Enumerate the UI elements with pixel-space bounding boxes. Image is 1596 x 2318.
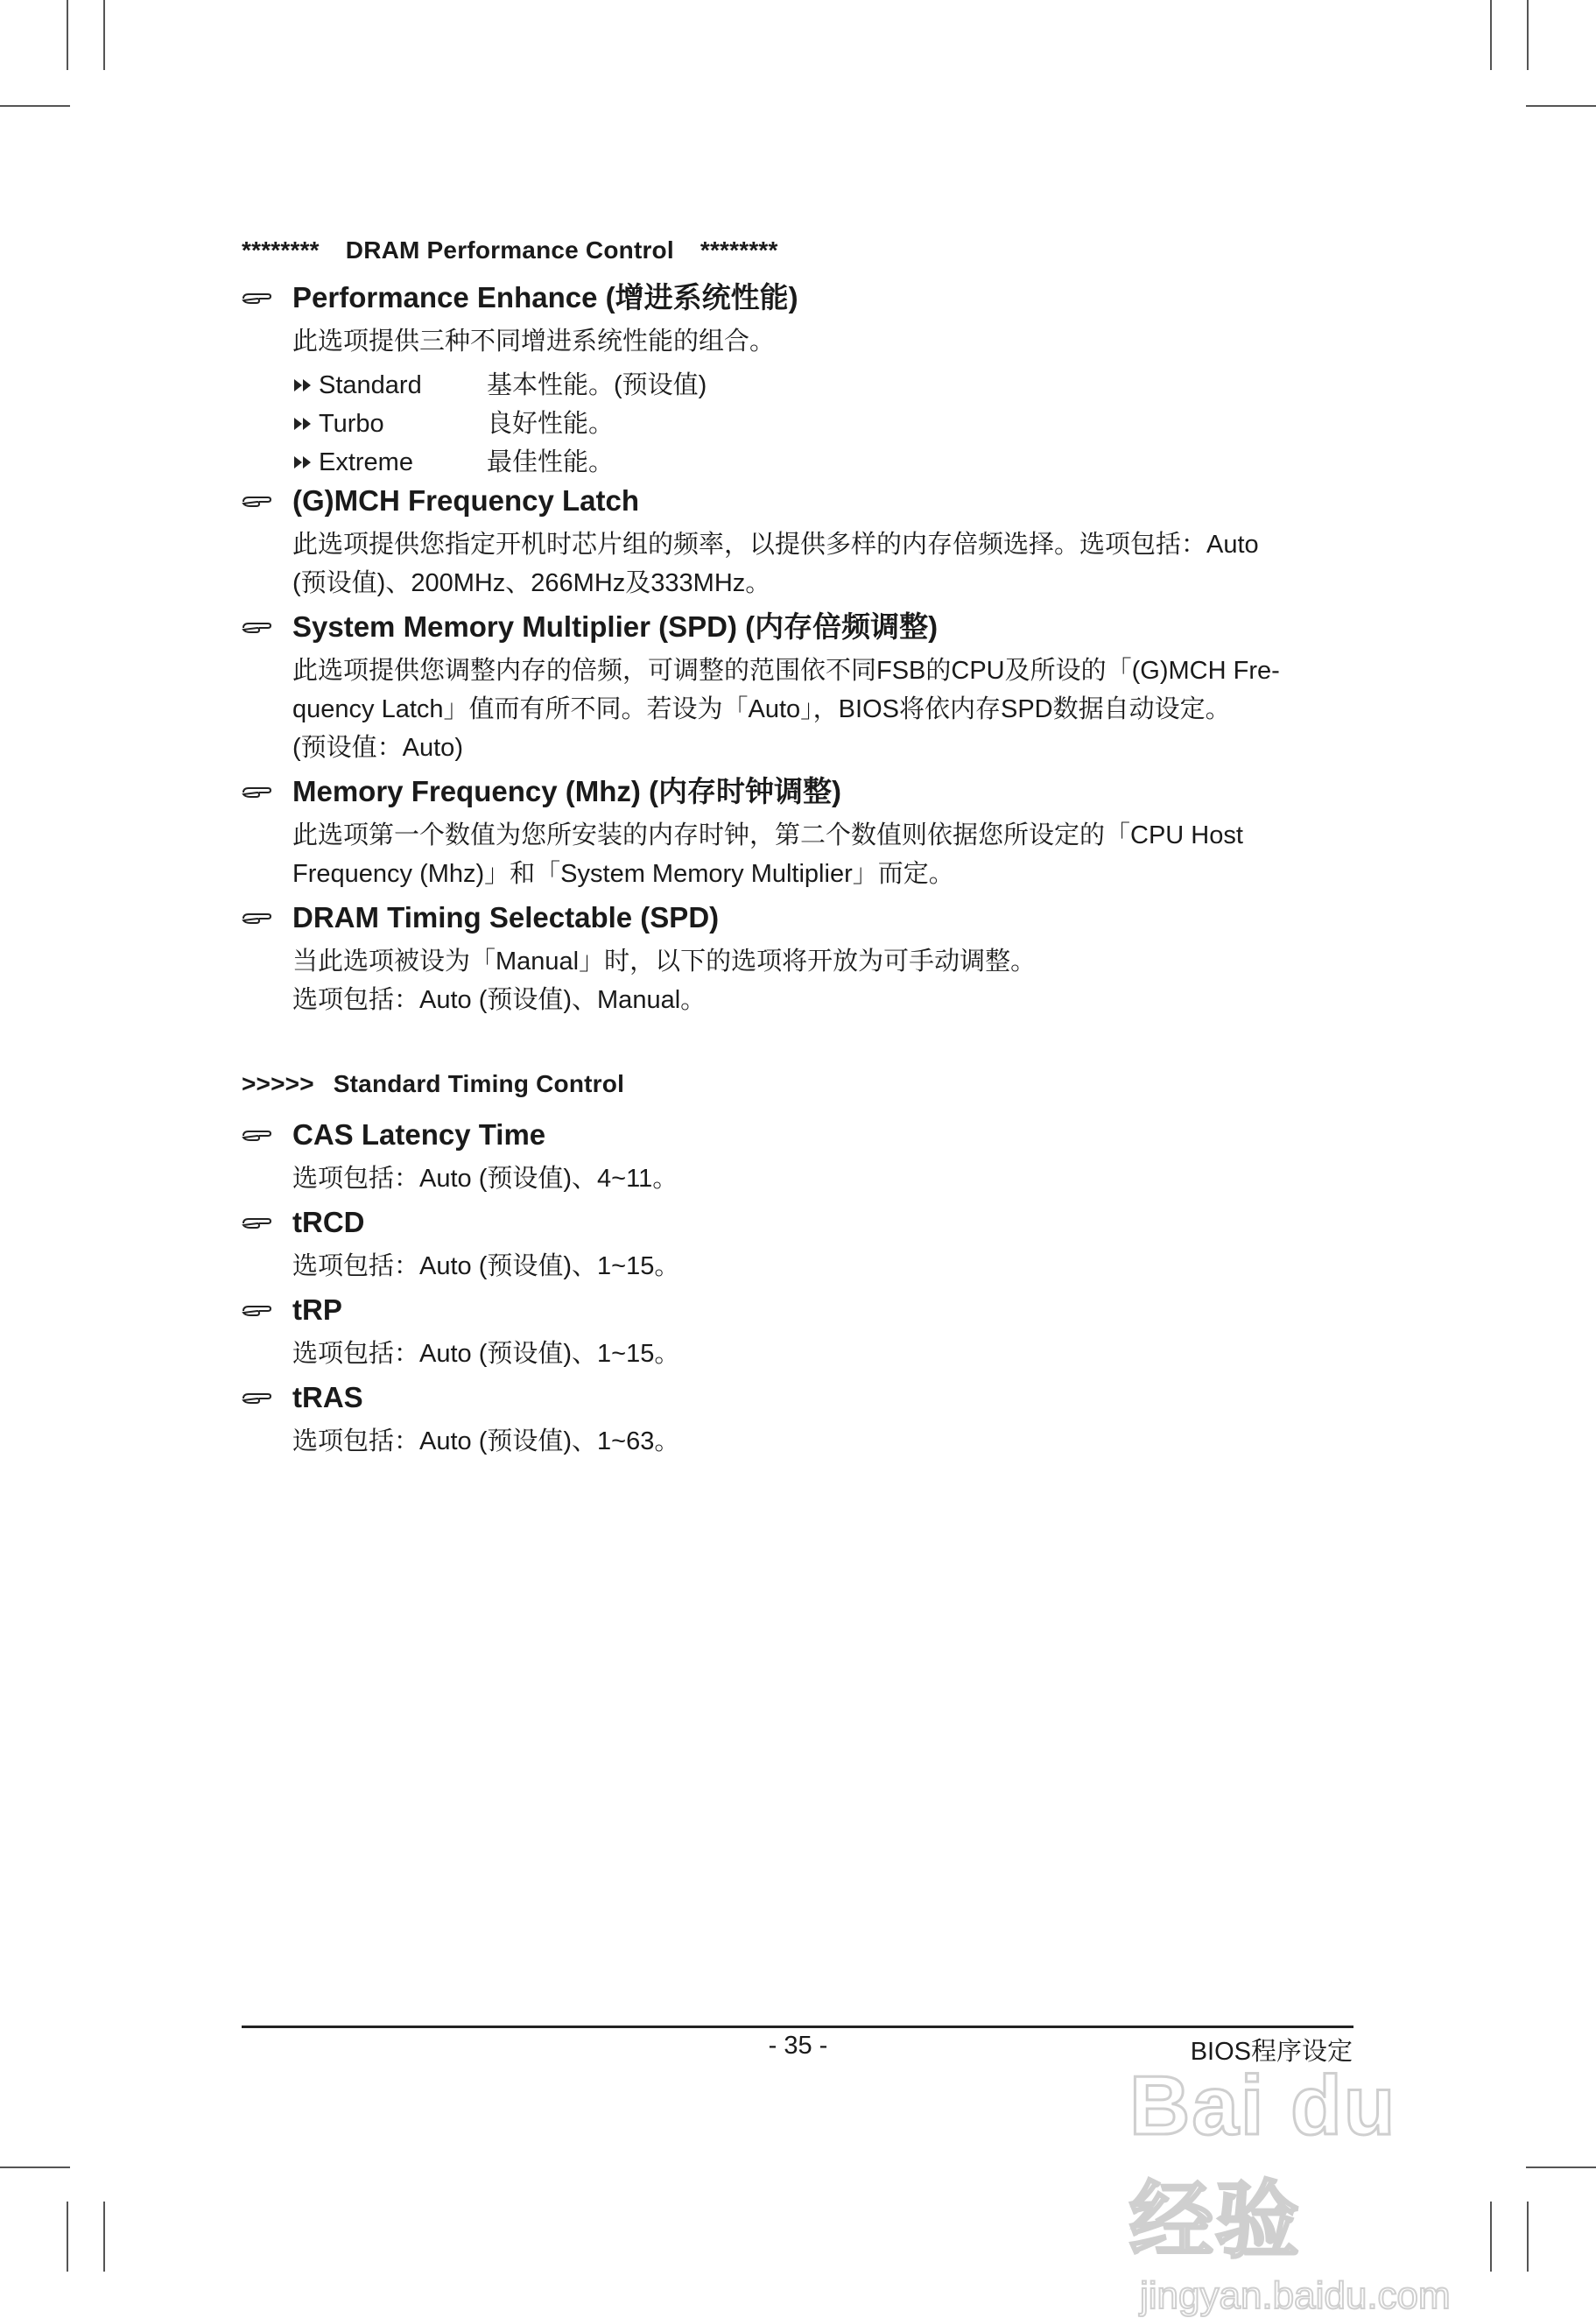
- pointing-hand-icon: [242, 778, 273, 804]
- desc-line: Frequency (Mhz)」和「System Memory Multiplier」而定。: [292, 860, 954, 888]
- item-dram-timing-selectable: [242, 898, 1353, 937]
- option-name: Extreme: [319, 448, 413, 476]
- item-cas-latency-time: [242, 1116, 1353, 1154]
- desc-line: (预设值)、200MHz、266MHz及333MHz。: [292, 569, 771, 597]
- desc-line: quency Latch」值而有所不同。若设为「Auto」，BIOS将依内存SPD数据自动设定。: [292, 695, 1231, 723]
- crop-mark: [0, 2167, 70, 2168]
- item-title-text: System Memory Multiplier (SPD) (内存倍频调整): [292, 610, 939, 643]
- pointing-hand-icon: [242, 613, 273, 639]
- watermark-logo: Bai du 经验: [1129, 2059, 1397, 2268]
- option-name: Turbo: [319, 410, 384, 438]
- page-number: - 35 -: [768, 2032, 828, 2060]
- footer-rule: [242, 2026, 1353, 2028]
- crop-mark: [103, 0, 105, 70]
- crop-mark: [103, 2202, 105, 2272]
- watermark-url: jingyan.baidu.com: [1140, 2274, 1451, 2317]
- item-description: [242, 942, 1353, 1019]
- item-description: [242, 1335, 1353, 1373]
- option-name: Standard: [319, 371, 422, 399]
- section-title: DRAM Performance Control: [345, 236, 674, 264]
- desc-line: 选项包括：Auto (预设值)、Manual。: [292, 986, 707, 1014]
- pointing-hand-icon: [242, 1208, 273, 1235]
- item-system-memory-multiplier: [242, 608, 1353, 646]
- item-description: [242, 1422, 1353, 1461]
- double-triangle-icon: [292, 377, 315, 393]
- crop-mark: [1526, 2167, 1596, 2168]
- option-row: [242, 405, 1353, 443]
- section-heading-dram: [242, 236, 1353, 264]
- option-desc: 良好性能。: [487, 410, 615, 438]
- item-title-text: tRP: [292, 1293, 342, 1326]
- crop-mark: [67, 0, 68, 70]
- item-performance-enhance: [242, 278, 1353, 317]
- desc-line: 选项包括：Auto (预设值)、4~11。: [292, 1165, 678, 1193]
- item-memory-frequency: [242, 772, 1353, 811]
- item-title-text: tRCD: [292, 1206, 365, 1238]
- section-stars-left: ********: [242, 236, 320, 264]
- item-tras: [242, 1378, 1353, 1417]
- item-gmch-frequency-latch: [242, 482, 1353, 520]
- desc-line: (预设值：Auto): [292, 734, 463, 762]
- section-title: Standard Timing Control: [333, 1070, 625, 1097]
- item-trcd: [242, 1203, 1353, 1242]
- crop-mark: [1490, 0, 1492, 70]
- desc-line: 此选项提供您指定开机时芯片组的频率，以提供多样的内存倍频选择。选项包括：Auto: [292, 531, 1259, 559]
- desc-line: 此选项提供您调整内存的倍频，可调整的范围依不同FSB的CPU及所设的「(G)MCH Fre-: [292, 657, 1280, 685]
- crop-mark: [1527, 0, 1529, 70]
- item-description: [242, 322, 1353, 361]
- option-desc: 基本性能。(预设值): [487, 371, 707, 399]
- crop-mark: [0, 105, 70, 107]
- footer-chapter: BIOS程序设定: [1190, 2038, 1353, 2066]
- crop-mark: [1526, 105, 1596, 107]
- desc-line: 此选项提供三种不同增进系统性能的组合。: [292, 328, 776, 356]
- double-triangle-icon: [292, 416, 315, 432]
- pointing-hand-icon: [242, 487, 273, 513]
- desc-line: 当此选项被设为「Manual」时，以下的选项将开放为可手动调整。: [292, 948, 1037, 976]
- desc-line: 选项包括：Auto (预设值)、1~15。: [292, 1340, 680, 1368]
- watermark: [1129, 2058, 1506, 2317]
- pointing-hand-icon: [242, 284, 273, 310]
- option-row: [242, 366, 1353, 405]
- page-content: [242, 236, 1353, 1466]
- pointing-hand-icon: [242, 1384, 273, 1410]
- item-title-text: CAS Latency Time: [292, 1118, 546, 1151]
- crop-mark: [67, 2202, 68, 2272]
- desc-line: 选项包括：Auto (预设值)、1~15。: [292, 1252, 680, 1280]
- crop-mark: [1527, 2202, 1529, 2272]
- section-heading-standard-timing: [242, 1070, 1353, 1098]
- item-description: [242, 525, 1353, 602]
- section-arrows: >>>>>: [242, 1070, 314, 1097]
- pointing-hand-icon: [242, 904, 273, 930]
- section-stars-right: ********: [700, 236, 778, 264]
- item-title-text: Memory Frequency (Mhz) (内存时钟调整): [292, 775, 842, 807]
- item-title-text: (G)MCH Frequency Latch: [292, 484, 640, 517]
- item-description: [242, 652, 1353, 767]
- double-triangle-icon: [292, 454, 315, 470]
- desc-line: 选项包括：Auto (预设值)、1~63。: [292, 1427, 680, 1455]
- pointing-hand-icon: [242, 1296, 273, 1322]
- option-row: [242, 443, 1353, 482]
- item-description: [242, 816, 1353, 893]
- item-title-text: tRAS: [292, 1381, 363, 1413]
- item-description: [242, 1247, 1353, 1286]
- item-title-text: DRAM Timing Selectable (SPD): [292, 901, 720, 934]
- item-trp: [242, 1291, 1353, 1329]
- pointing-hand-icon: [242, 1121, 273, 1147]
- desc-line: 此选项第一个数值为您所安装的内存时钟，第二个数值则依据您所设定的「CPU Host: [292, 821, 1243, 849]
- option-desc: 最佳性能。: [487, 448, 615, 476]
- item-title-text: Performance Enhance (增进系统性能): [292, 281, 798, 314]
- item-description: [242, 1159, 1353, 1198]
